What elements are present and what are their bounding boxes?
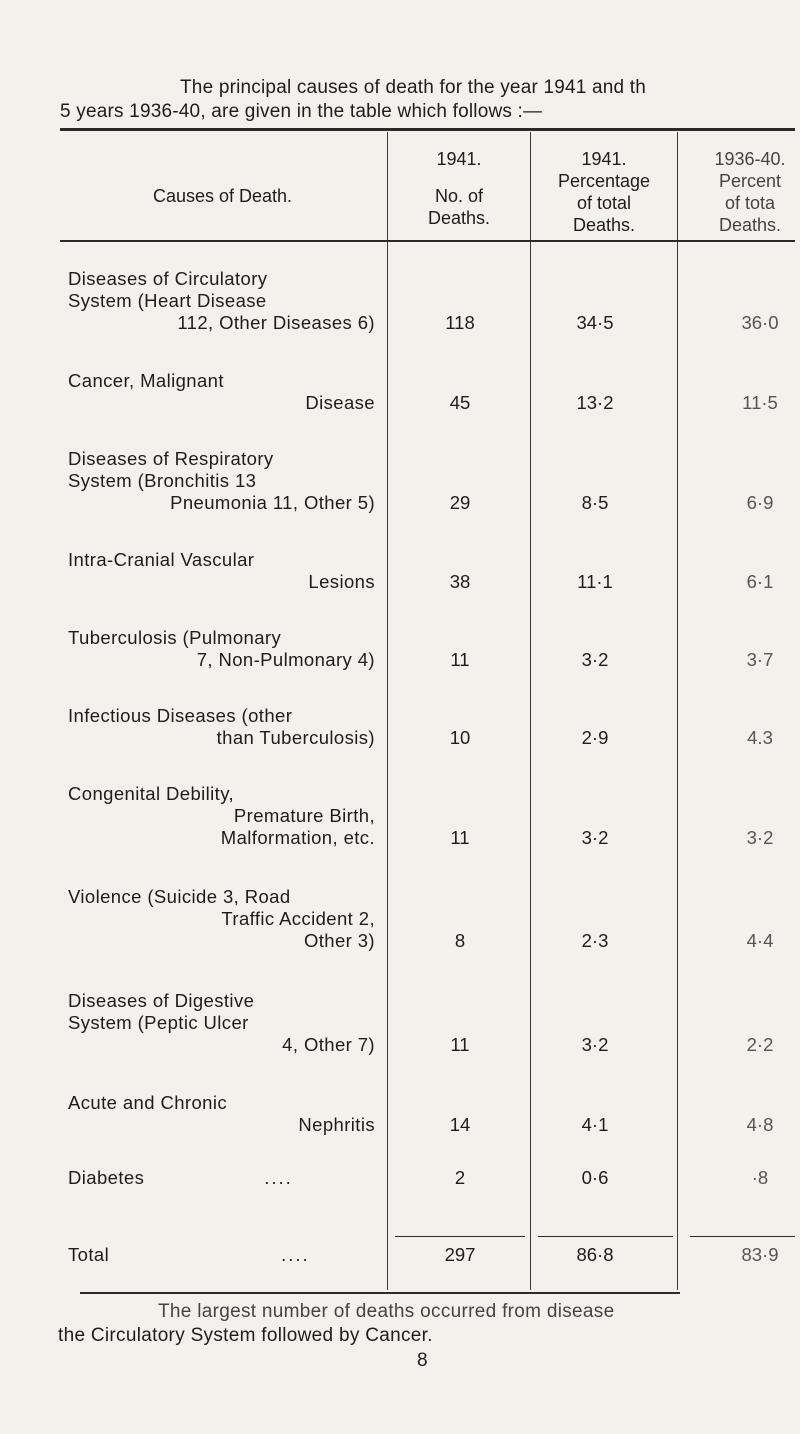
cause-of-death: Diseases of Digestive System (Peptic Ulcer 4, Other 7): [68, 990, 375, 1055]
deaths-value: 45: [449, 392, 471, 413]
five-year-percentage-value: 36·0: [741, 312, 779, 333]
percentage-value: 2·3: [581, 930, 609, 951]
header-rule: [60, 240, 795, 242]
intro-paragraph: [60, 76, 800, 124]
percentage-value: 2·9: [581, 727, 609, 748]
percentage-value: 3·2: [581, 827, 609, 848]
five-year-percentage-value: 4.3: [747, 727, 773, 748]
top-rule: [60, 128, 795, 131]
intro-line-1: The principal causes of death for the year 1941 and th: [180, 77, 647, 98]
cause-of-death: Diseases of Respiratory System (Bronchitis 13 Pneumonia 11, Other 5): [68, 448, 375, 513]
total-line-1: [395, 1236, 525, 1237]
footer-paragraph: [58, 1300, 798, 1348]
cause-of-death: Tuberculosis (Pulmonary 7, Non-Pulmonary 4): [68, 627, 375, 670]
cause-of-death: Congenital Debility, Premature Birth, Malformation, etc.: [68, 783, 375, 848]
five-year-percentage-value: 4·8: [746, 1114, 774, 1135]
percentage-value: 34·5: [576, 312, 614, 333]
five-year-percentage-value: 3·2: [746, 827, 774, 848]
deaths-value: 8: [454, 930, 466, 951]
deaths-value: 2: [454, 1167, 466, 1188]
header-cause: Causes of Death.: [152, 186, 293, 206]
header-col1: 1941. No. of Deaths.: [427, 149, 491, 228]
deaths-value: 38: [449, 571, 471, 592]
page-number: 8: [417, 1350, 428, 1371]
five-year-percentage-value: ·8: [751, 1167, 769, 1188]
cause-of-death: Diabetes ....: [68, 1167, 293, 1188]
document-page: The principal causes of death for the year 1941 and th 5 years 1936-40, are given in the table which follows :— Causes of Death. 1941. No. of Deaths. 1941. Percentage of total Deaths. 1936-40. Percent of tota Deaths. Diseases of Circulatory System (Heart Disease 112, Other Diseases 6) 118 34·5 36·0 Cancer, Malignant Disease 45 13·2 11·5 Diseases of Respiratory System (Bronchitis 13 Pneumonia 11, Other 5) 29 8·5 6·9 Intra-Cranial Vascular Lesions 38 11·1 6·1 Tuberculosis (Pulmonary 7, Non-Pulmonary 4) 11 3·2 3·7 Infectious Diseases (other than Tuberculosis) 10 2·9 4.3 Congenital Debility, Premature Birth, Malformation, etc. 11 3·2 3·2 Violence (Suicide 3, Road Traffic Accident 2, Other 3) 8 2·3 4·4 Diseases of Digestive System (Peptic Ulcer 4, Other 7) 11 3·2 2·2 Acute and Chronic Nephritis 14 4·1 4·8 Diabetes .... 2 0·6 ·8 Total .... 297 86·8 83·9 The largest number of deaths occurred from disease the Circulatory System followed by Cancer. 8: [0, 0, 800, 1434]
column-divider-3: [677, 132, 678, 1290]
percentage-value: 11·1: [577, 571, 613, 592]
total-label: Total: [68, 1244, 110, 1265]
footer-line-1: The largest number of deaths occurred from disease: [158, 1301, 615, 1322]
cause-of-death: Infectious Diseases (other than Tuberculosis): [68, 705, 375, 748]
total-line-2: [538, 1236, 673, 1237]
deaths-value: 11: [450, 649, 470, 670]
header-col2: 1941. Percentage of total Deaths.: [557, 149, 651, 235]
five-year-percentage-value: 2·2: [746, 1034, 774, 1055]
percentage-value: 0·6: [581, 1167, 609, 1188]
percentage-value: 3·2: [581, 1034, 609, 1055]
deaths-value: 118: [445, 312, 475, 333]
five-year-percentage-value: 3·7: [746, 649, 774, 670]
cause-of-death: Intra-Cranial Vascular Lesions: [68, 549, 375, 592]
cause-of-death: Diseases of Circulatory System (Heart Disease 112, Other Diseases 6): [68, 268, 375, 333]
cause-of-death: Cancer, Malignant Disease: [68, 370, 375, 413]
percentage-value: 8·5: [581, 492, 609, 513]
total-pct5: 83·9: [741, 1244, 779, 1265]
header-col3: 1936-40. Percent of tota Deaths.: [714, 149, 786, 235]
cause-of-death: Violence (Suicide 3, Road Traffic Accident 2, Other 3): [68, 886, 375, 951]
percentage-value: 13·2: [576, 392, 614, 413]
total-deaths: 297: [444, 1244, 476, 1265]
footer-line-2: the Circulatory System followed by Cancer.: [58, 1325, 433, 1346]
cause-of-death: Acute and Chronic Nephritis: [68, 1092, 375, 1135]
deaths-value: 14: [449, 1114, 471, 1135]
total-line-3: [690, 1236, 795, 1237]
five-year-percentage-value: 6·9: [746, 492, 774, 513]
total-pct: 86·8: [576, 1244, 614, 1265]
five-year-percentage-value: 4·4: [746, 930, 774, 951]
deaths-value: 10: [449, 727, 471, 748]
bottom-rule: [80, 1292, 680, 1294]
five-year-percentage-value: 11·5: [742, 392, 778, 413]
deaths-value: 29: [449, 492, 471, 513]
deaths-value: 11: [450, 1034, 470, 1055]
percentage-value: 3·2: [581, 649, 609, 670]
intro-line-2: 5 years 1936-40, are given in the table which follows :—: [60, 101, 543, 122]
five-year-percentage-value: 6·1: [746, 571, 774, 592]
deaths-value: 11: [450, 827, 470, 848]
percentage-value: 4·1: [581, 1114, 609, 1135]
